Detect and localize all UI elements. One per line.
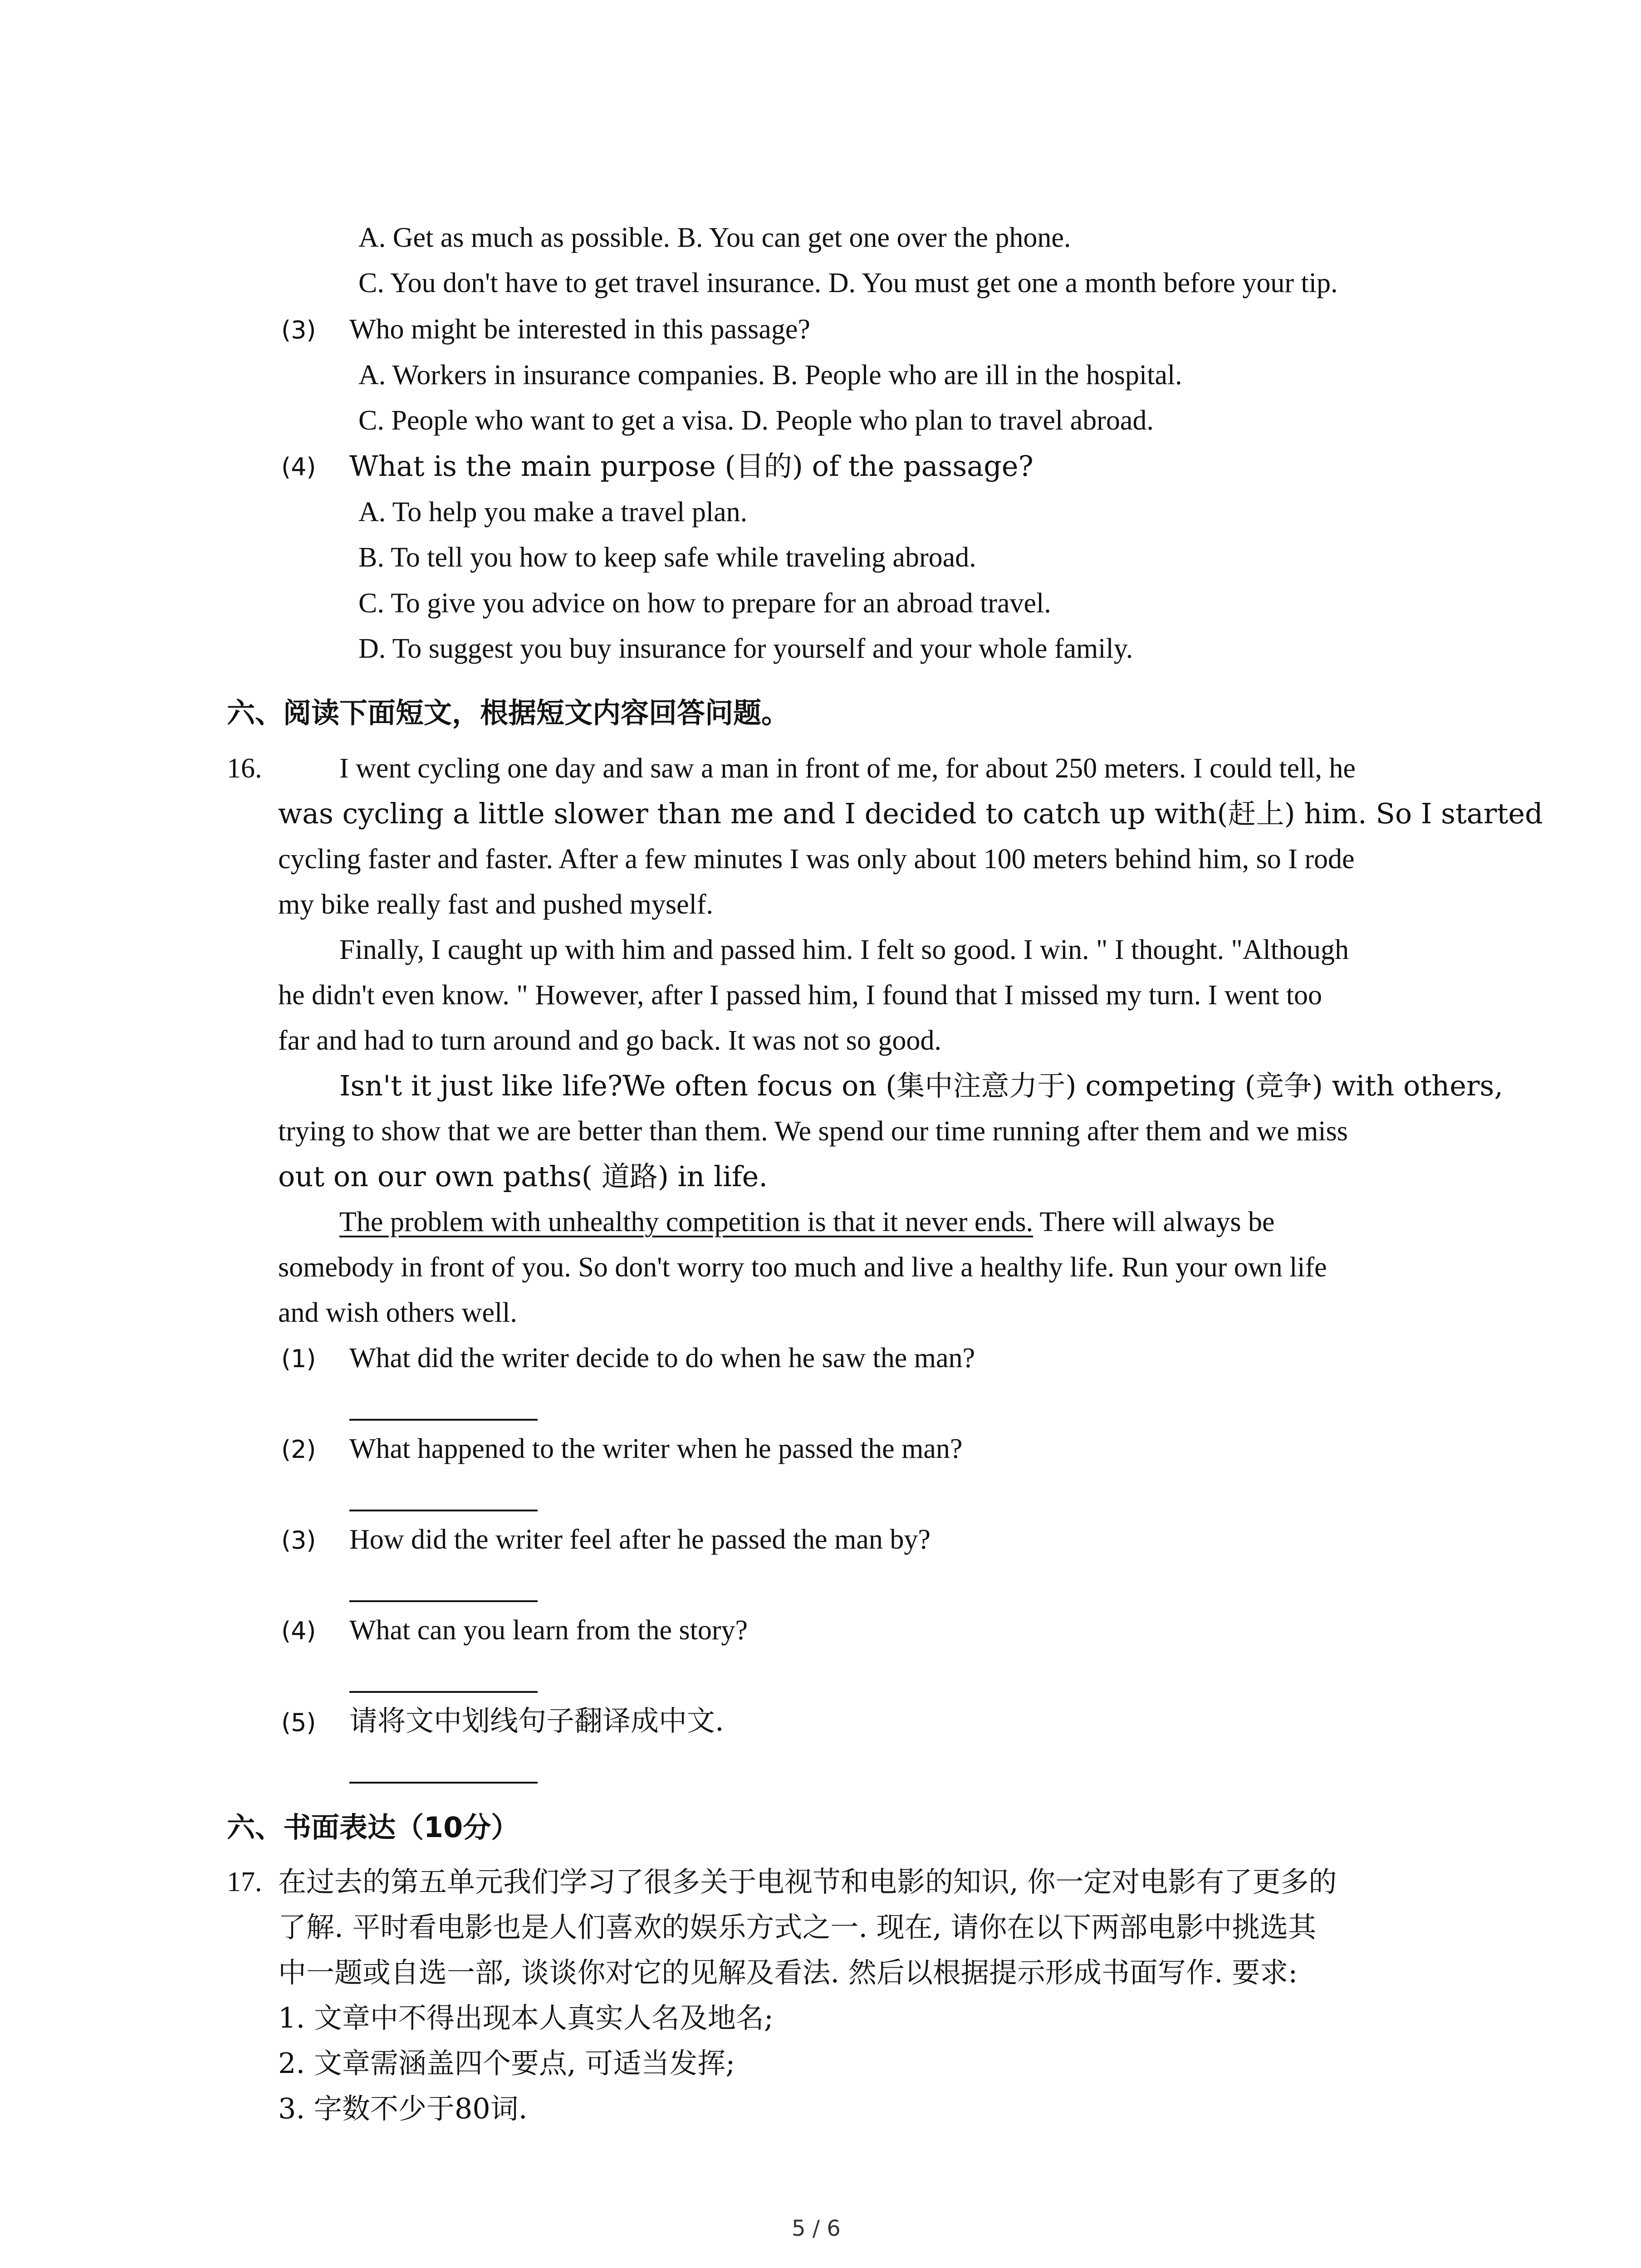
passage-line: I went cycling one day and saw a man in front of me, for about 250 meters. I could tell, he [339,753,1356,784]
writing-prompt-line: 了解. 平时看电影也是人们喜欢的娱乐方式之一. 现在, 请你在以下两部电影中挑选其 [278,1911,1317,1944]
passage-line: Finally, I caught up with him and passed him. I felt so good. I win. " I thought. "Although [339,934,1349,965]
q-text: What can you learn from the story? [349,1615,748,1646]
q2-options-line-2: C. You don't have to get travel insurance. D. You must get one a month before your tip. [358,268,1338,298]
answer-blank[interactable] [349,1691,538,1693]
passage-line: far and had to turn around and go back. It was not so good. [278,1025,941,1056]
answer-blank[interactable] [349,1419,538,1421]
q-text: How did the writer feel after he passed the man by? [349,1524,931,1555]
q3-options-line-2: C. People who want to get a visa. D. People who plan to travel abroad. [358,405,1154,436]
writing-prompt-line: 在过去的第五单元我们学习了很多关于电视节和电影的知识, 你一定对电影有了更多的 [278,1865,1337,1898]
section-reading-heading: 六、阅读下面短文，根据短文内容回答问题。 [227,696,790,729]
q-number: (4) [281,1617,316,1645]
passage-line: was cycling a little slower than me and I decided to catch up with(赶上) him. So I started [278,797,1543,830]
q-number: (1) [281,1344,316,1373]
q-number: (5) [281,1708,316,1737]
writing-prompt-line: 中一题或自选一部, 谈谈你对它的见解及看法. 然后以根据提示形成书面写作. 要求: [278,1956,1298,1989]
q4-question: What is the main purpose (目的) of the passage? [349,450,1034,483]
passage-line: Isn't it just like life?We often focus on (集中注意力于) competing (竞争) with others, [339,1069,1504,1102]
underlined-sentence: The problem with unhealthy competition is that it never ends. [339,1207,1033,1237]
writing-requirement: 2. 文章需涵盖四个要点, 可适当发挥; [278,2047,735,2080]
q-text: 请将文中划线句子翻译成中文. [349,1704,724,1737]
writing-requirement: 1. 文章中不得出现本人真实人名及地名; [278,2001,774,2034]
passage-line: my bike really fast and pushed myself. [278,889,714,920]
q3-number: (3) [281,316,316,344]
page-number: 5 / 6 [792,2216,841,2241]
passage-text: There will always be [1033,1207,1275,1237]
q4-option-b: B. To tell you how to keep safe while traveling abroad. [358,542,976,573]
passage-line [339,1207,1275,1237]
passage-line: he didn't even know. " However, after I passed him, I found that I missed my turn. I went too [278,980,1323,1011]
passage-line: cycling faster and faster. After a few minutes I was only about 100 meters behind him, so I rode [278,844,1355,875]
question-number-16: 16. [227,753,262,784]
q4-number: (4) [281,453,316,481]
q4-option-a: A. To help you make a travel plan. [358,497,748,528]
answer-blank[interactable] [349,1600,538,1602]
passage-line: somebody in front of you. So don't worry too much and live a healthy life. Run your own life [278,1252,1327,1283]
q3-options-line-1: A. Workers in insurance companies. B. People who are ill in the hospital. [358,360,1182,391]
q-number: (2) [281,1435,316,1464]
question-number-17: 17. [227,1867,262,1897]
passage-line: and wish others well. [278,1297,517,1328]
q3-question: Who might be interested in this passage? [349,314,810,345]
q2-options-line-1: A. Get as much as possible. B. You can get one over the phone. [358,222,1071,253]
passage-line: trying to show that we are better than them. We spend our time running after them and we miss [278,1116,1348,1147]
q-number: (3) [281,1526,316,1554]
passage-line: out on our own paths( 道路) in life. [278,1160,768,1193]
q4-option-c: C. To give you advice on how to prepare for an abroad travel. [358,588,1051,619]
answer-blank[interactable] [349,1782,538,1784]
answer-blank[interactable] [349,1510,538,1511]
section-writing-heading: 六、书面表达（10分） [227,1811,519,1844]
q4-option-d: D. To suggest you buy insurance for yourself and your whole family. [358,633,1133,664]
writing-requirement: 3. 字数不少于80词. [278,2092,528,2125]
q-text: What did the writer decide to do when he saw the man? [349,1343,975,1374]
q-text: What happened to the writer when he passed the man? [349,1433,963,1464]
